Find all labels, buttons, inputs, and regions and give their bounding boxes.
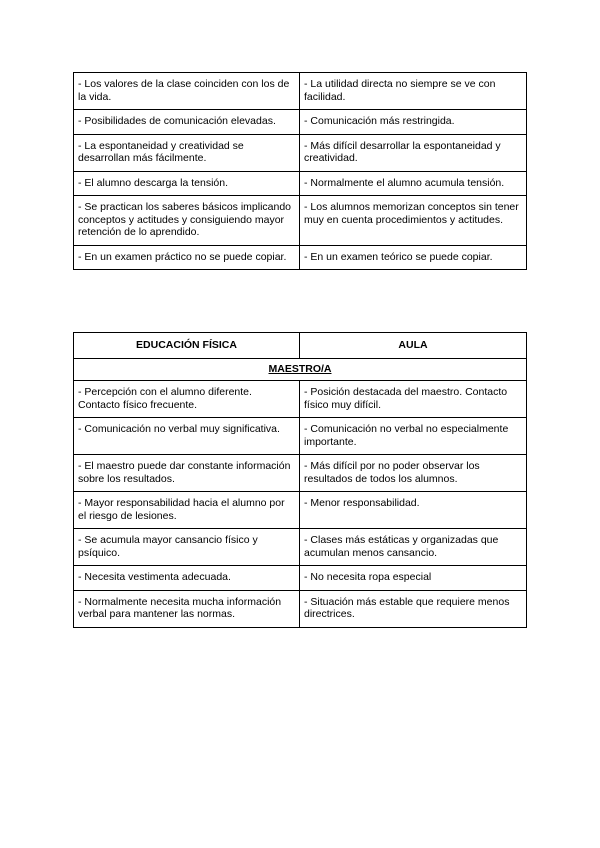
table-cell: - La utilidad directa no siempre se ve con facilidad. [300, 73, 527, 110]
table-cell: - Normalmente el alumno acumula tensión. [300, 171, 527, 196]
table-cell: - Los valores de la clase coinciden con los de la vida. [74, 73, 300, 110]
table-cell: - En un examen teórico se puede copiar. [300, 245, 527, 270]
table-row [74, 590, 527, 627]
table-cell: - La espontaneidad y creatividad se desarrollan más fácilmente. [74, 134, 300, 171]
table-cell: - El alumno descarga la tensión. [74, 171, 300, 196]
table-cell: - Más difícil por no poder observar los resultados de todos los alumnos. [300, 455, 527, 492]
column-header-educacion-fisica: EDUCACIÓN FÍSICA [74, 333, 300, 359]
table-row [74, 171, 527, 196]
table-cell: - Comunicación no verbal muy significativa. [74, 418, 300, 455]
section-row [74, 358, 527, 381]
table-row [74, 455, 527, 492]
table-cell: - Se practican los saberes básicos implicando conceptos y actitudes y consiguiendo mayor retención de lo aprendido. [74, 196, 300, 246]
table-cell: - Percepción con el alumno diferente. Contacto físico frecuente. [74, 381, 300, 418]
table-row [74, 418, 527, 455]
table-cell: - Menor responsabilidad. [300, 492, 527, 529]
table-cell: - Clases más estáticas y organizadas que acumulan menos cansancio. [300, 529, 527, 566]
comparison-table-1 [73, 72, 527, 270]
table-cell: - Normalmente necesita mucha información verbal para mantener las normas. [74, 590, 300, 627]
table-cell: - En un examen práctico no se puede copiar. [74, 245, 300, 270]
table-cell: - El maestro puede dar constante información sobre los resultados. [74, 455, 300, 492]
table-cell: - Posibilidades de comunicación elevadas. [74, 110, 300, 135]
table-row [74, 381, 527, 418]
table-cell: - Se acumula mayor cansancio físico y psíquico. [74, 529, 300, 566]
table-cell: - Comunicación no verbal no especialmente importante. [300, 418, 527, 455]
table-cell: - Los alumnos memorizan conceptos sin tener muy en cuenta procedimientos y actitudes. [300, 196, 527, 246]
table-row [74, 196, 527, 246]
table-cell: - Posición destacada del maestro. Contacto físico muy difícil. [300, 381, 527, 418]
comparison-table-2 [73, 332, 527, 628]
table-row [74, 245, 527, 270]
table-row [74, 566, 527, 591]
table-cell: - Mayor responsabilidad hacia el alumno por el riesgo de lesiones. [74, 492, 300, 529]
table-row [74, 134, 527, 171]
table-cell: - Situación más estable que requiere menos directrices. [300, 590, 527, 627]
table-row [74, 110, 527, 135]
table-cell: - Necesita vestimenta adecuada. [74, 566, 300, 591]
table-row [74, 529, 527, 566]
table-row [74, 73, 527, 110]
column-header-aula: AULA [300, 333, 527, 359]
table-row [74, 492, 527, 529]
section-title-maestro: MAESTRO/A [74, 358, 527, 381]
table-cell: - Comunicación más restringida. [300, 110, 527, 135]
table-cell: - No necesita ropa especial [300, 566, 527, 591]
table-cell: - Más difícil desarrollar la espontaneidad y creatividad. [300, 134, 527, 171]
table-header-row [74, 333, 527, 359]
